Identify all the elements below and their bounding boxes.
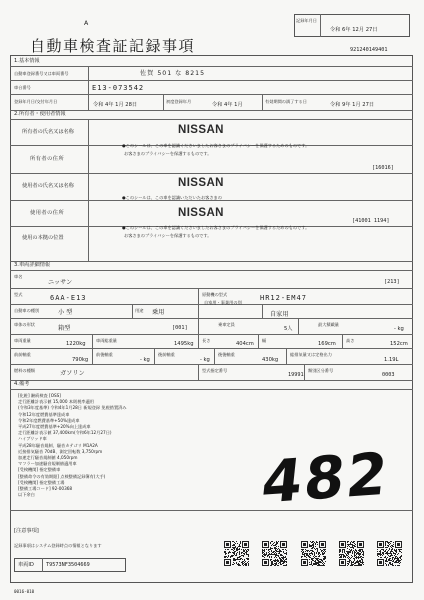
owner-address-label: 所有者の住所 <box>30 156 65 162</box>
record-date: 令和 6年 12月 27日 <box>330 27 378 33</box>
body-shape-code: [001] <box>172 325 188 331</box>
registration-date-label: 登録年月日/交付年月日 <box>14 99 58 104</box>
category-label: 類別区分番号 <box>308 368 334 373</box>
qr-code-icon <box>262 541 287 566</box>
expiry-date: 令和 9年 1月 27日 <box>330 102 375 108</box>
weight-label: 車両重量 <box>14 338 31 343</box>
remark-line: [化粧] 継続検査 [OSS] <box>18 393 61 398</box>
engine-label: 原動機の型式 <box>202 292 228 297</box>
engine: HR12-EM47 <box>260 294 307 302</box>
fuel-type: ガソリン <box>60 370 85 377</box>
displacement: 1.19L <box>384 357 399 363</box>
remark-line: [整備命令の有効期限] 点検整備記録簿有(大手) <box>18 473 106 479</box>
owner-name-label: 所有者の氏名又は名称 <box>22 129 74 135</box>
registration-number-label: 自動車登録番号又は車両番号 <box>14 71 69 76</box>
registration-date: 令和 4年 1月 28日 <box>93 102 138 108</box>
remark-line: (令和3年度基準) 令和4年1月28日 新規登録 免税措置済み <box>18 405 127 411</box>
width: 169cm <box>318 341 336 347</box>
remark-line: 以下余白 <box>18 492 35 498</box>
rear-front-axle: - kg <box>200 357 210 363</box>
privacy-seal-text: お客さまのプライバシーを保護するものです。 <box>124 233 212 238</box>
registration-number: 佐賀 501 な 8215 <box>140 70 206 77</box>
first-year: 令和 4年 1月 <box>212 102 243 108</box>
max-load: - kg <box>394 326 404 332</box>
document-title: 自動車検査証記録事項 <box>30 37 196 55</box>
maker-label: 車名 <box>14 274 23 279</box>
nissan-seal-logo: NISSAN <box>178 207 224 219</box>
chassis-number: E13-073542 <box>92 84 145 92</box>
privacy-seal-text: ●このシールは、この車を認識くださいましたお客さまのプライバシーを保護するためのものです。 <box>122 143 310 148</box>
rear-rear-axle: 430kg <box>262 357 279 363</box>
width-label: 幅 <box>262 338 267 343</box>
first-year-label: 初度登録年月 <box>166 99 192 104</box>
maker-code: [213] <box>384 279 400 285</box>
maker: ニッサン <box>48 279 73 286</box>
height: 152cm <box>390 341 408 347</box>
base-location-label: 使用の本拠の位置 <box>22 235 64 241</box>
body-shape-label: 車体の形状 <box>14 322 35 327</box>
gross-weight: 1495kg <box>174 341 194 347</box>
category-number: 0003 <box>382 372 395 378</box>
remark-line: 平成28年騒音規制、騒音カテゴリ M1A2A <box>18 442 98 448</box>
length: 404cm <box>236 341 254 347</box>
qr-code-icon <box>339 541 364 566</box>
remark-line: マフラー加速騒音規制値適用車 <box>18 461 77 467</box>
remarks-list <box>18 393 127 498</box>
remark-line: [整備工場コード] 92-00368 <box>18 486 73 492</box>
privacy-seal-text: ●このシールは、この車を認識くださいましたお客さまのプライバシーを保護するためのものです。 <box>122 225 310 230</box>
vehicle-use: 乗用 <box>152 309 165 316</box>
section1-heading: 1.基本情報 <box>14 58 40 64</box>
owner-code: [16016] <box>372 165 394 171</box>
fuel-label: 燃料の種類 <box>14 368 35 373</box>
body-shape: 箱型 <box>58 325 71 332</box>
front-rear-axle: - kg <box>140 357 150 363</box>
class-label: 自動車の種別 <box>14 308 40 313</box>
reference-note: 記録事項はシステム登録時点の情報となります <box>14 543 102 548</box>
expiry-date-label: 有効期間の満了する日 <box>265 99 307 104</box>
remark-line: [受検機関] 指定整備工場 <box>18 479 65 485</box>
section3-heading: 3.車両詳細情報 <box>14 262 51 268</box>
vehicle-purpose: 自家用 <box>270 311 289 318</box>
vehicle-class: 小 型 <box>58 309 73 316</box>
remark-line: 平成27年度燃費基準+20%向上達成車 <box>18 424 91 430</box>
type-designation-label: 型式指定番号 <box>202 368 228 373</box>
front-rear-axle-label: 前後軸重 <box>96 352 113 357</box>
vehicle-id-label: 車両ID <box>18 562 34 568</box>
use-label: 用途 <box>135 308 144 313</box>
front-front-axle-label: 前前軸重 <box>14 352 31 357</box>
remark-line: 近接排気騒音 70dB、測定回転数 3,750rpm <box>18 448 103 454</box>
remark-line: 加速走行騒音規制値 4,050rpm <box>18 455 78 461</box>
privacy-seal-text: ●このシールは、この車を認識いただいたお客さまの <box>122 195 222 200</box>
nissan-seal-logo: NISSAN <box>178 177 224 189</box>
user-address-label: 使用者の住所 <box>30 210 65 216</box>
model: 6AA-E13 <box>50 294 87 302</box>
handwritten-number: 482 <box>258 439 393 517</box>
type-designation: 19991 <box>288 372 304 378</box>
model-label: 型式 <box>14 292 23 297</box>
capacity: 5人 <box>284 326 293 332</box>
user-code: [41001 1194] <box>352 218 390 224</box>
privacy-seal-text: お客さまのプライバシーを保護するものです。 <box>124 151 212 156</box>
section4-heading: 4.備考 <box>14 381 30 387</box>
record-date-label: 記録年月日 <box>296 18 317 23</box>
rear-front-axle-label: 後前軸重 <box>158 352 175 357</box>
max-load-label: 最大積載量 <box>318 322 339 327</box>
document-number: 921240149401 <box>350 47 388 53</box>
user-name-label: 使用者の氏名又は名称 <box>22 183 74 189</box>
reference-heading: [注意事項] <box>14 528 39 534</box>
rear-rear-axle-label: 後後軸重 <box>218 352 235 357</box>
remark-line: ハイブリッド車 <box>18 436 47 442</box>
qr-code-icon <box>224 541 249 566</box>
section2-heading: 2.所有者・使用者情報 <box>14 111 66 117</box>
gross-weight-label: 車両総重量 <box>96 338 117 343</box>
remark-line: 令和12年度燃費基準達成車 <box>18 411 70 417</box>
length-label: 長さ <box>202 338 211 343</box>
capacity-label: 乗車定員 <box>218 322 235 327</box>
weight: 1220kg <box>66 341 86 347</box>
front-front-axle: 790kg <box>72 357 89 363</box>
height-label: 高さ <box>346 338 355 343</box>
remark-line: [受検機関] 指定整備車 <box>18 467 61 473</box>
chassis-number-label: 車台番号 <box>14 85 31 90</box>
remark-line: 走行距離計表示値 37,400km(令和6年12月27日) <box>18 430 112 436</box>
qr-code-icon <box>377 541 402 566</box>
vehicle-id: T9573NF3504669 <box>46 562 90 568</box>
form-code: 0016-010 <box>14 589 35 594</box>
qr-code-icon <box>301 541 326 566</box>
displacement-label: 総排気量又は定格出力 <box>290 352 332 357</box>
remark-line: 走行距離計表示値 15,000 本則税率適用 <box>18 399 94 405</box>
nissan-seal-logo: NISSAN <box>178 124 224 136</box>
purpose-label: 自家用・事業用の別 <box>204 300 242 305</box>
form-marker: A <box>84 20 89 27</box>
remark-line: 令和2年度燃費基準+50%達成車 <box>18 417 80 423</box>
